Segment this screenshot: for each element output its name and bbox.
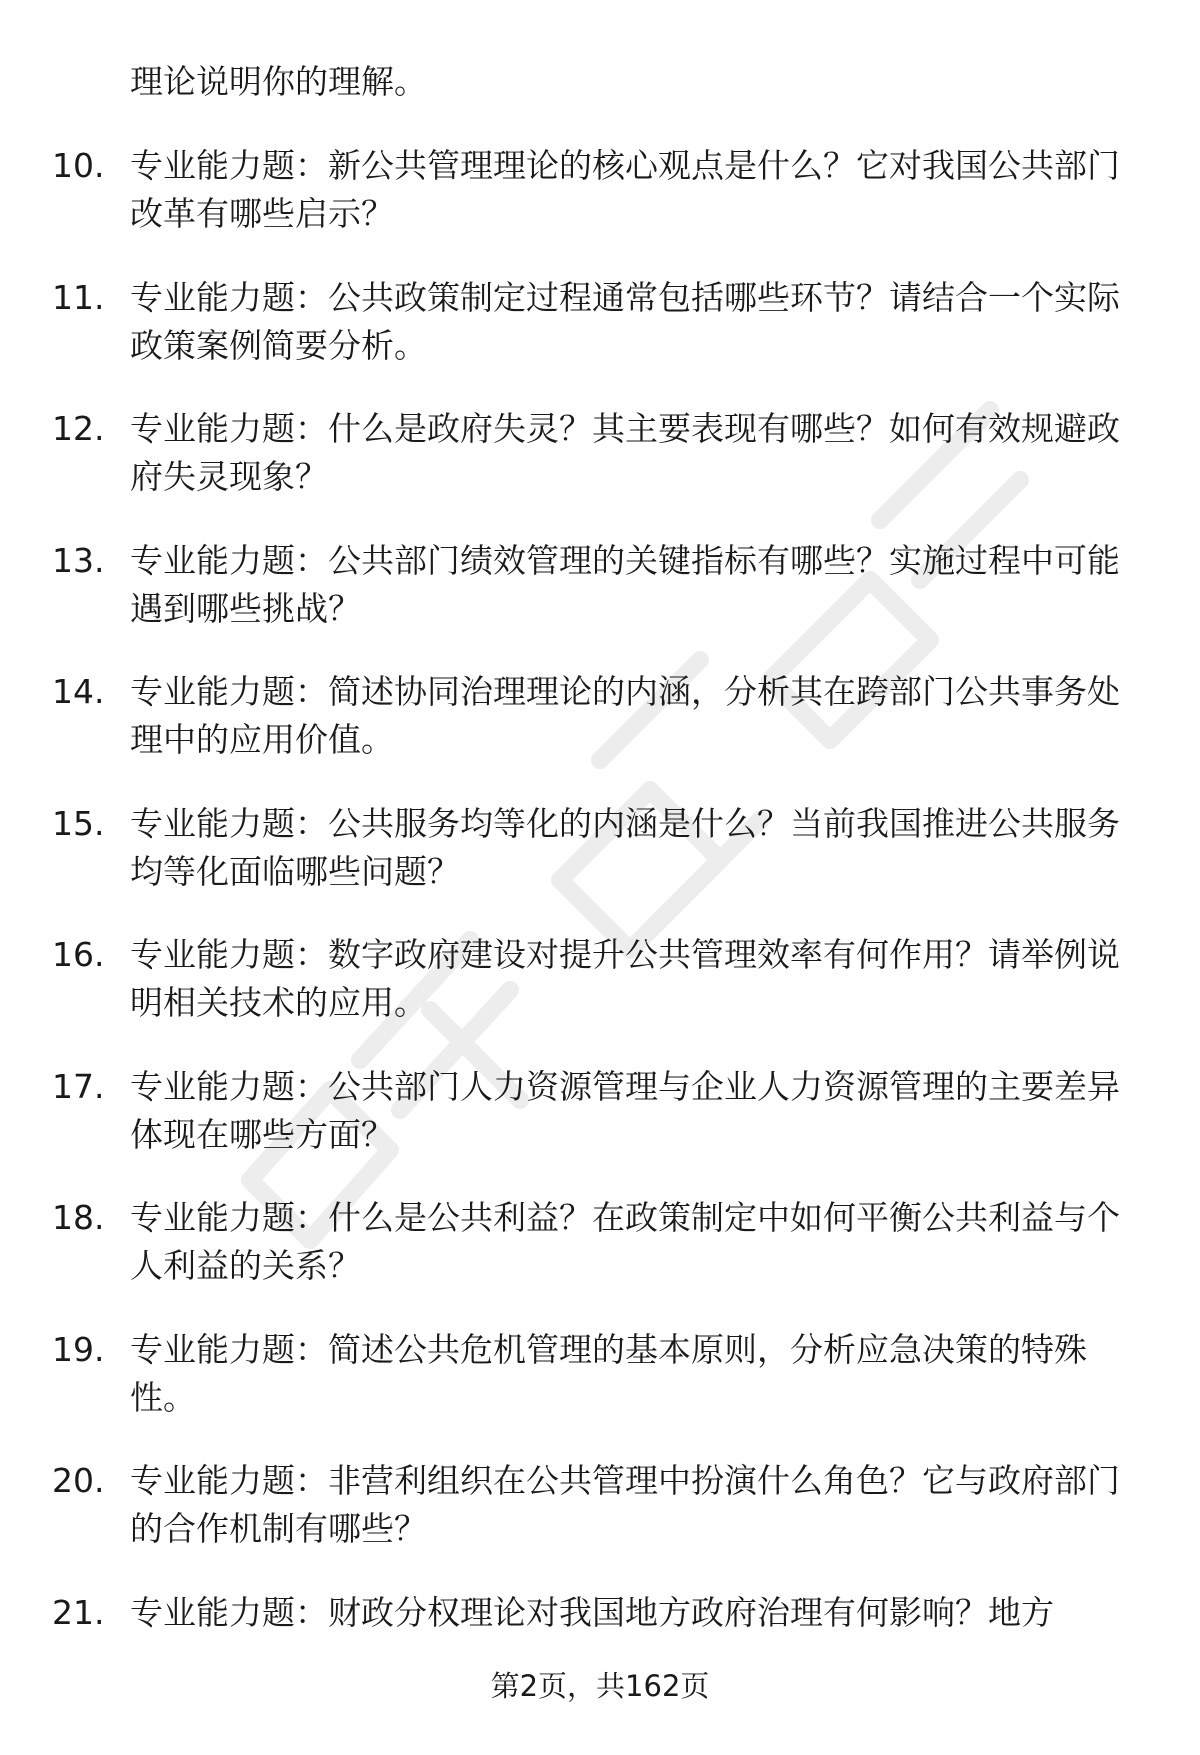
question-text: 专业能力题：简述协同治理理论的内涵，分析其在跨部门公共事务处理中的应用价值。 bbox=[130, 672, 1120, 759]
page-footer: 第2页，共162页 bbox=[490, 1669, 710, 1703]
question-item bbox=[0, 142, 1200, 274]
question-number: 12. bbox=[52, 409, 105, 448]
question-item bbox=[0, 931, 1200, 1063]
question-item bbox=[0, 537, 1200, 669]
question-text: 专业能力题：公共服务均等化的内涵是什么？当前我国推进公共服务均等化面临哪些问题？ bbox=[130, 803, 1120, 891]
question-number: 10. bbox=[52, 146, 105, 185]
question-number: 13. bbox=[52, 540, 105, 580]
question-number: 14. bbox=[52, 672, 105, 711]
question-text: 专业能力题：数字政府建设对提升公共管理效率有何作用？请举例说明相关技术的应用。 bbox=[130, 935, 1120, 1022]
question-number: 15. bbox=[52, 803, 105, 843]
question-item bbox=[0, 274, 1200, 406]
question-text: 专业能力题：财政分权理论对我国地方政府治理有何影响？地方 bbox=[130, 1592, 1054, 1632]
question-number: 11. bbox=[52, 277, 105, 317]
question-number: 19. bbox=[52, 1329, 105, 1369]
question-text: 专业能力题：什么是公共利益？在政策制定中如何平衡公共利益与个人利益的关系？ bbox=[130, 1198, 1120, 1285]
question-text: 专业能力题：非营利组织在公共管理中扮演什么角色？它与政府部门的合作机制有哪些？ bbox=[130, 1461, 1120, 1548]
question-item bbox=[0, 1457, 1200, 1589]
question-text: 专业能力题：什么是政府失灵？其主要表现有哪些？如何有效规避政府失灵现象？ bbox=[130, 409, 1120, 496]
question-list bbox=[0, 142, 1200, 1720]
question-text: 专业能力题：简述公共危机管理的基本原则，分析应急决策的特殊性。 bbox=[130, 1329, 1087, 1417]
question-item bbox=[0, 800, 1200, 932]
question-item bbox=[0, 1194, 1200, 1326]
question-item bbox=[0, 668, 1200, 800]
question-text: 专业能力题：公共部门人力资源管理与企业人力资源管理的主要差异体现在哪些方面？ bbox=[130, 1066, 1120, 1154]
question-item bbox=[0, 1326, 1200, 1458]
question-text: 专业能力题：公共政策制定过程通常包括哪些环节？请结合一个实际政策案例简要分析。 bbox=[130, 277, 1120, 365]
question-number: 16. bbox=[52, 935, 105, 974]
question-item bbox=[0, 1063, 1200, 1195]
question-number: 21. bbox=[52, 1592, 105, 1632]
continuation-text: 理论说明你的理解。 bbox=[130, 62, 427, 101]
question-text: 专业能力题：公共部门绩效管理的关键指标有哪些？实施过程中可能遇到哪些挑战？ bbox=[130, 540, 1120, 628]
question-number: 18. bbox=[52, 1198, 105, 1237]
question-text: 专业能力题：新公共管理理论的核心观点是什么？它对我国公共部门改革有哪些启示？ bbox=[130, 146, 1120, 233]
question-number: 17. bbox=[52, 1066, 105, 1106]
question-item bbox=[0, 405, 1200, 537]
question-number: 20. bbox=[52, 1461, 105, 1500]
